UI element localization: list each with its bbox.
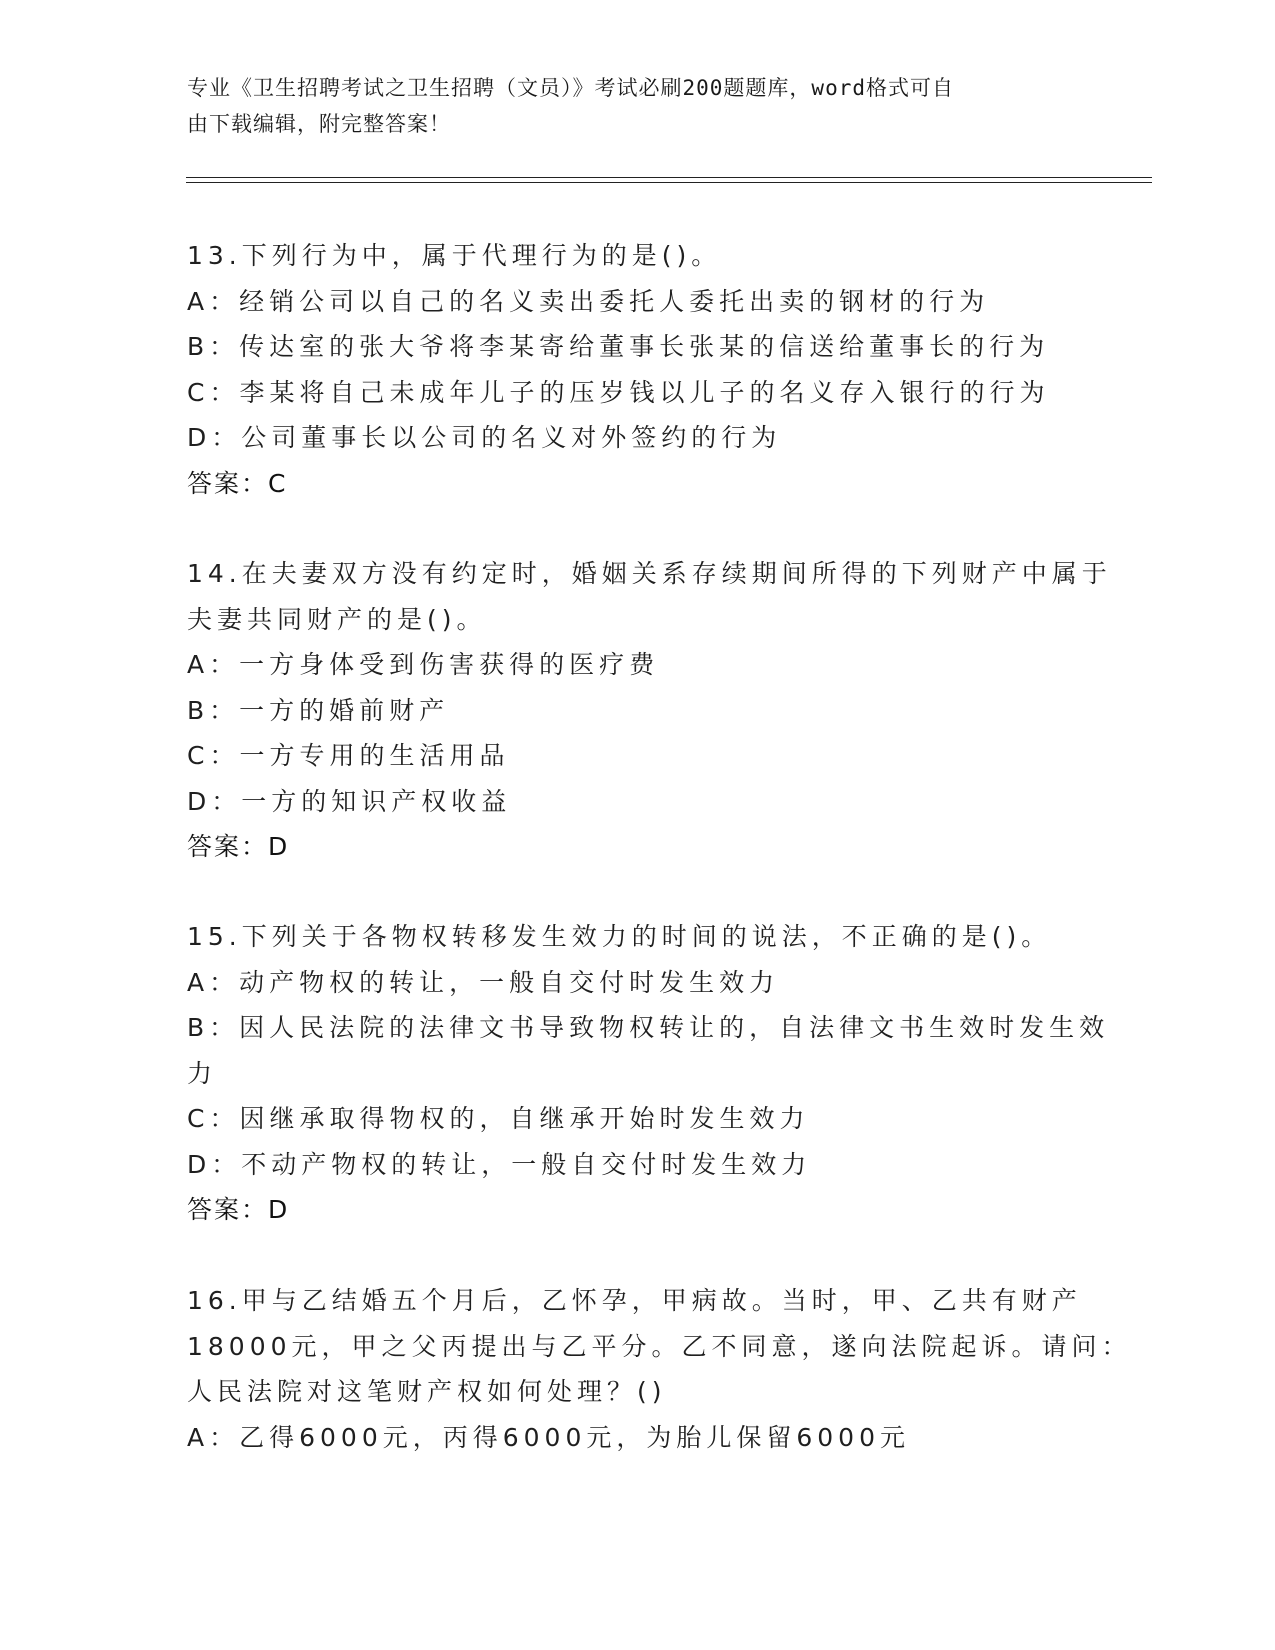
answer: 答案：D (187, 1195, 290, 1224)
option-d: D：不动产物权的转让，一般自交付时发生效力 (187, 1149, 812, 1179)
question-13 (187, 233, 1087, 506)
header-line-1: 专业《卫生招聘考试之卫生招聘（文员）》考试必刷200题题库，word格式可自 (187, 76, 954, 100)
question-14 (187, 551, 1112, 870)
question-stem-continued: 人民法院对这笔财产权如何处理？() (187, 1377, 667, 1406)
answer: 答案：C (187, 468, 288, 498)
option-b: B：因人民法院的法律文书导致物权转让的，自法律文书生效时发生效 (187, 1013, 1110, 1042)
option-a: A：经销公司以自己的名义卖出委托人委托出卖的钢材的行为 (187, 286, 990, 316)
question-15 (187, 914, 1110, 1233)
question-stem: 14.在夫妻双方没有约定时，婚姻关系存续期间所得的下列财产中属于 (187, 559, 1112, 588)
option-b: B：传达室的张大爷将李某寄给董事长张某的信送给董事长的行为 (187, 332, 1050, 361)
option-a: A：动产物权的转让，一般自交付时发生效力 (187, 967, 780, 997)
answer: 答案：D (187, 832, 290, 861)
option-d: D：一方的知识产权收益 (187, 786, 512, 816)
option-d: D：公司董事长以公司的名义对外签约的行为 (187, 423, 782, 452)
option-c: C：一方专用的生活用品 (187, 741, 510, 770)
question-stem: 13.下列行为中，属于代理行为的是()。 (187, 241, 722, 270)
option-c: C：李某将自己未成年儿子的压岁钱以儿子的名义存入银行的行为 (187, 377, 1050, 407)
question-16 (187, 1278, 1132, 1460)
option-a: A：一方身体受到伤害获得的医疗费 (187, 650, 660, 679)
header-divider-top (186, 177, 1152, 178)
option-b: B：一方的婚前财产 (187, 695, 450, 725)
header-divider-bottom (186, 182, 1152, 183)
question-stem: 16.甲与乙结婚五个月后，乙怀孕，甲病故。当时，甲、乙共有财产 (187, 1286, 1082, 1315)
question-stem-continued: 18000元，甲之父丙提出与乙平分。乙不同意，遂向法院起诉。请问： (187, 1331, 1132, 1361)
header-line-2: 由下载编辑，附完整答案！ (187, 112, 451, 136)
option-c: C：因继承取得物权的，自继承开始时发生效力 (187, 1104, 810, 1133)
question-stem: 15.下列关于各物权转移发生效力的时间的说法，不正确的是()。 (187, 922, 1052, 951)
option-a: A：乙得6000元，丙得6000元，为胎儿保留6000元 (187, 1422, 910, 1452)
option-b-continued: 力 (187, 1058, 218, 1088)
question-stem-continued: 夫妻共同财产的是()。 (187, 604, 487, 634)
document-header (187, 70, 1067, 142)
